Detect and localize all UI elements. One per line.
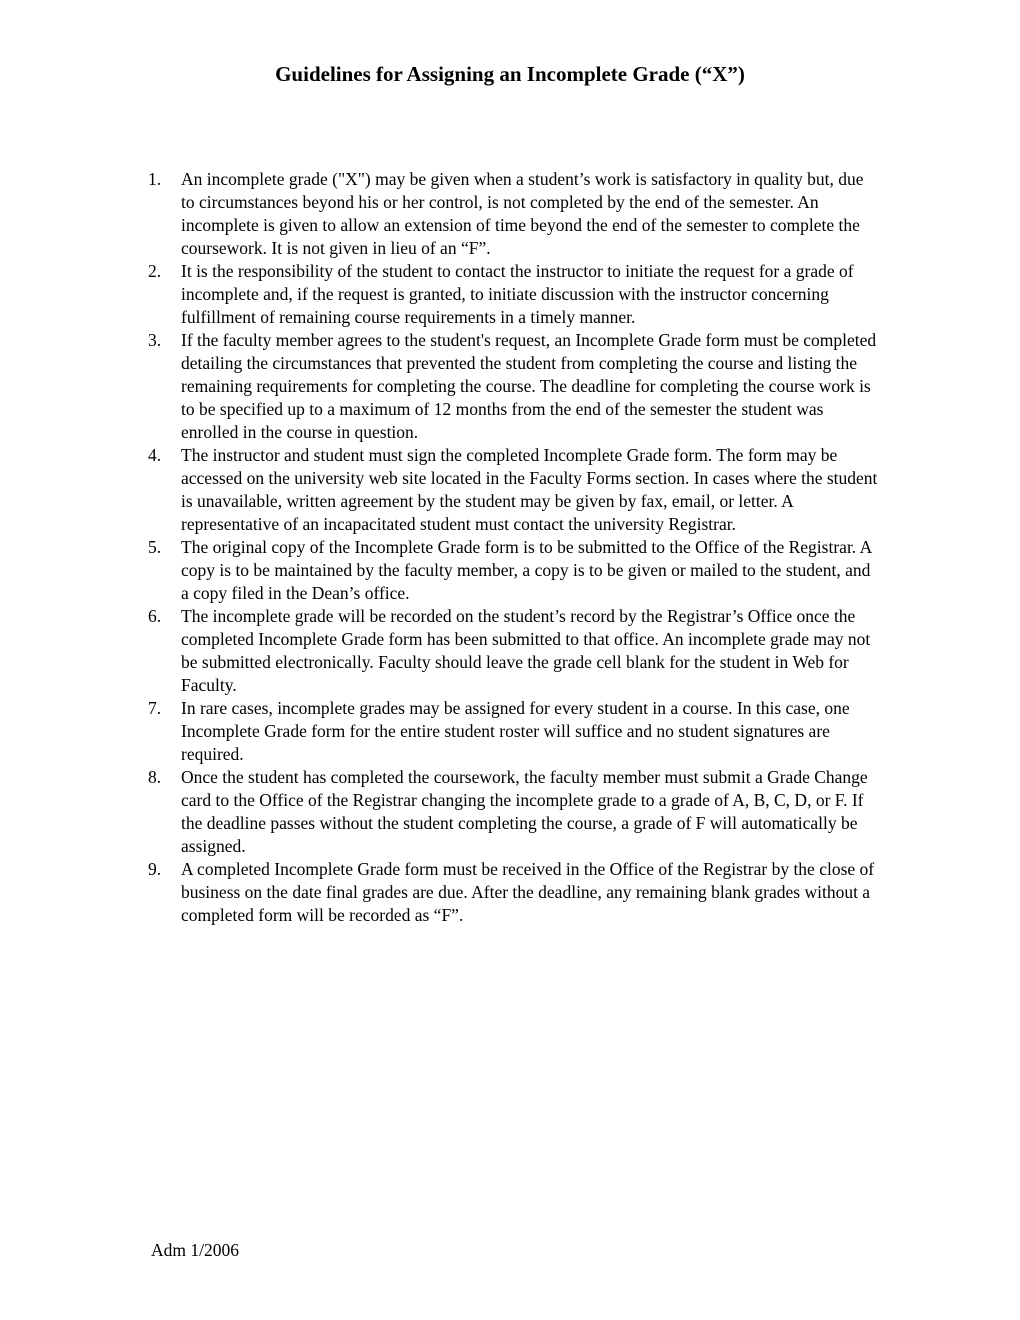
item-number: 4. — [148, 445, 162, 465]
guideline-item-7 — [148, 697, 881, 766]
document-title: Guidelines for Assigning an Incomplete Grade (“X”) — [275, 62, 745, 86]
item-number: 7. — [148, 698, 162, 718]
guideline-item-1 — [148, 168, 881, 260]
guideline-item-6 — [148, 605, 881, 697]
item-text: An incomplete grade ("X") may be given when a student’s work is satisfactory in quality but, due to circumstances beyond his or her control, is not completed by the end of the semester. An incomplete is given to allow an extension of time beyond the end of the semester to complete the coursework. It is not given in lieu of an “F”. — [181, 169, 864, 258]
item-number: 3. — [148, 330, 162, 350]
item-text: The original copy of the Incomplete Grade form is to be submitted to the Office of the Registrar. A copy is to be maintained by the faculty member, a copy is to be given or mailed to the student, and a copy filed in the Dean’s office. — [181, 537, 872, 603]
item-number: 6. — [148, 606, 162, 626]
guideline-item-3 — [148, 329, 881, 444]
item-number: 8. — [148, 767, 162, 787]
item-number: 2. — [148, 261, 162, 281]
item-number: 1. — [148, 169, 162, 189]
document-footer: Adm 1/2006 — [151, 1240, 239, 1260]
item-text: In rare cases, incomplete grades may be assigned for every student in a course. In this case, one Incomplete Grade form for the entire student roster will suffice and no student signatures are required. — [181, 698, 850, 764]
guideline-item-2 — [148, 260, 881, 329]
guideline-item-9 — [148, 858, 881, 927]
item-number: 5. — [148, 537, 162, 557]
guideline-item-5 — [148, 536, 881, 605]
item-text: A completed Incomplete Grade form must be received in the Office of the Registrar by the close of business on the date final grades are due. After the deadline, any remaining blank grades without a completed form will be recorded as “F”. — [181, 859, 875, 925]
guideline-item-4 — [148, 444, 881, 536]
item-text: Once the student has completed the coursework, the faculty member must submit a Grade Change card to the Office of the Registrar changing the incomplete grade to a grade of A, B, C, D, or F. If the deadline passes without the student completing the course, a grade of F will automatically be assigned. — [181, 767, 868, 856]
item-text: If the faculty member agrees to the student's request, an Incomplete Grade form must be completed detailing the circumstances that prevented the student from completing the course and listing the remaining requirements for completing the course. The deadline for completing the course work is to be specified up to a maximum of 12 months from the end of the semester the student was enrolled in the course in question. — [181, 330, 877, 442]
guideline-item-8 — [148, 766, 881, 858]
guidelines-list — [148, 168, 881, 927]
item-text: It is the responsibility of the student to contact the instructor to initiate the request for a grade of incomplete and, if the request is granted, to initiate discussion with the instructor concerning fulfillment of remaining course requirements in a timely manner. — [181, 261, 854, 327]
item-text: The incomplete grade will be recorded on the student’s record by the Registrar’s Office once the completed Incomplete Grade form has been submitted to that office. An incomplete grade may not be submitted electronically. Faculty should leave the grade cell blank for the student in Web for Faculty. — [181, 606, 871, 695]
item-number: 9. — [148, 859, 162, 879]
item-text: The instructor and student must sign the completed Incomplete Grade form. The form may be accessed on the university web site located in the Faculty Forms section. In cases where the student is unavailable, written agreement by the student may be given by fax, email, or letter. A representative of an incapacitated student must contact the university Registrar. — [181, 445, 878, 534]
